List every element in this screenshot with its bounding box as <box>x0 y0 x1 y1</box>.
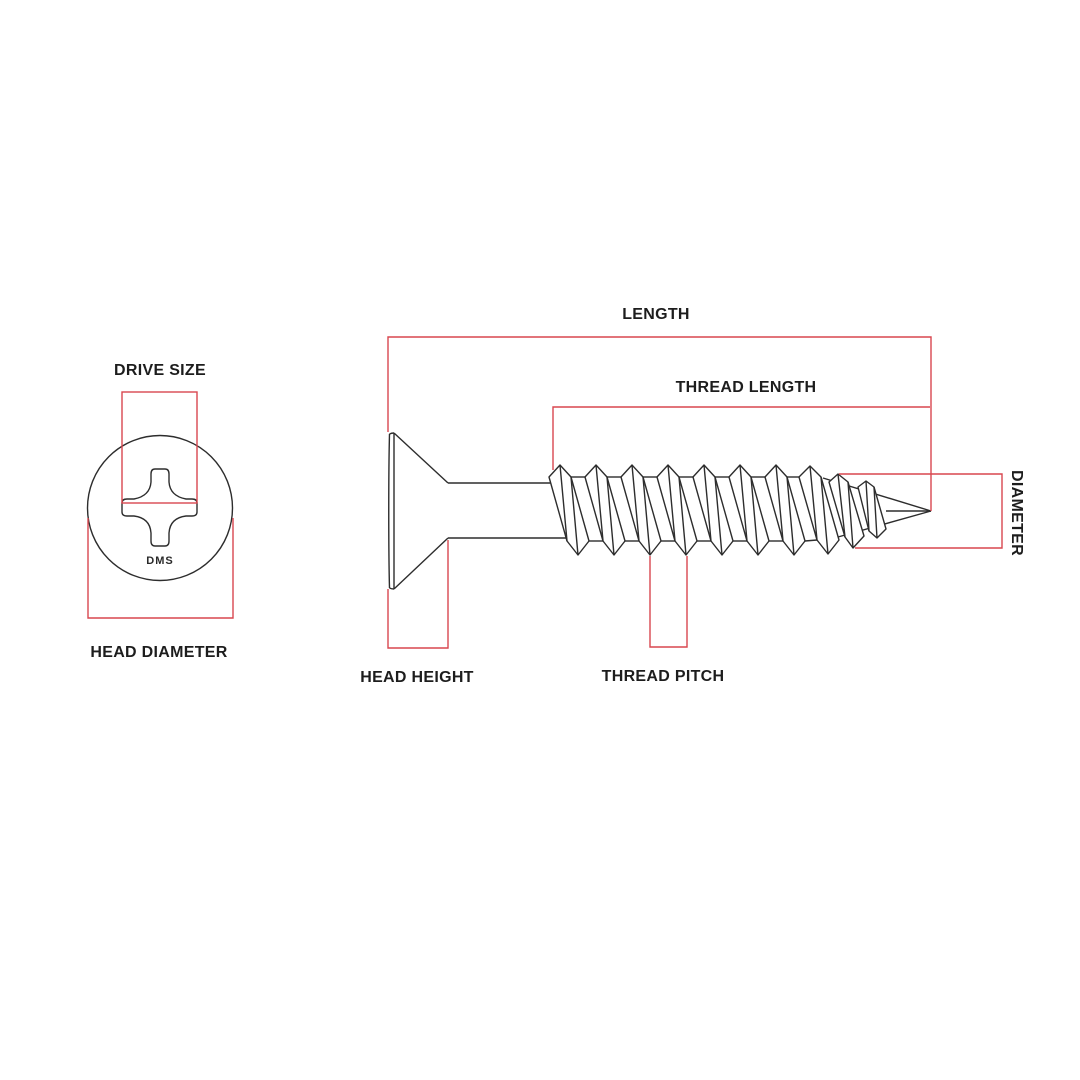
thread-length-label: THREAD LENGTH <box>675 379 817 396</box>
head-height-dimension-box <box>388 540 448 648</box>
head-diameter-label: HEAD DIAMETER <box>90 644 228 661</box>
thread-pitch-dimension-box <box>650 556 687 647</box>
thread-pitch-label: THREAD PITCH <box>601 668 725 685</box>
screw-shank <box>448 483 566 538</box>
drive-marking-label: DMS <box>146 555 174 567</box>
drive-size-label: DRIVE SIZE <box>114 362 206 379</box>
diameter-label: DIAMETER <box>1008 470 1025 556</box>
screw-head-side <box>389 433 448 589</box>
length-label: LENGTH <box>622 306 690 323</box>
screw-side-view-drawing <box>389 433 931 589</box>
thread-length-dimension-box <box>553 407 930 470</box>
head-height-label: HEAD HEIGHT <box>360 669 474 686</box>
